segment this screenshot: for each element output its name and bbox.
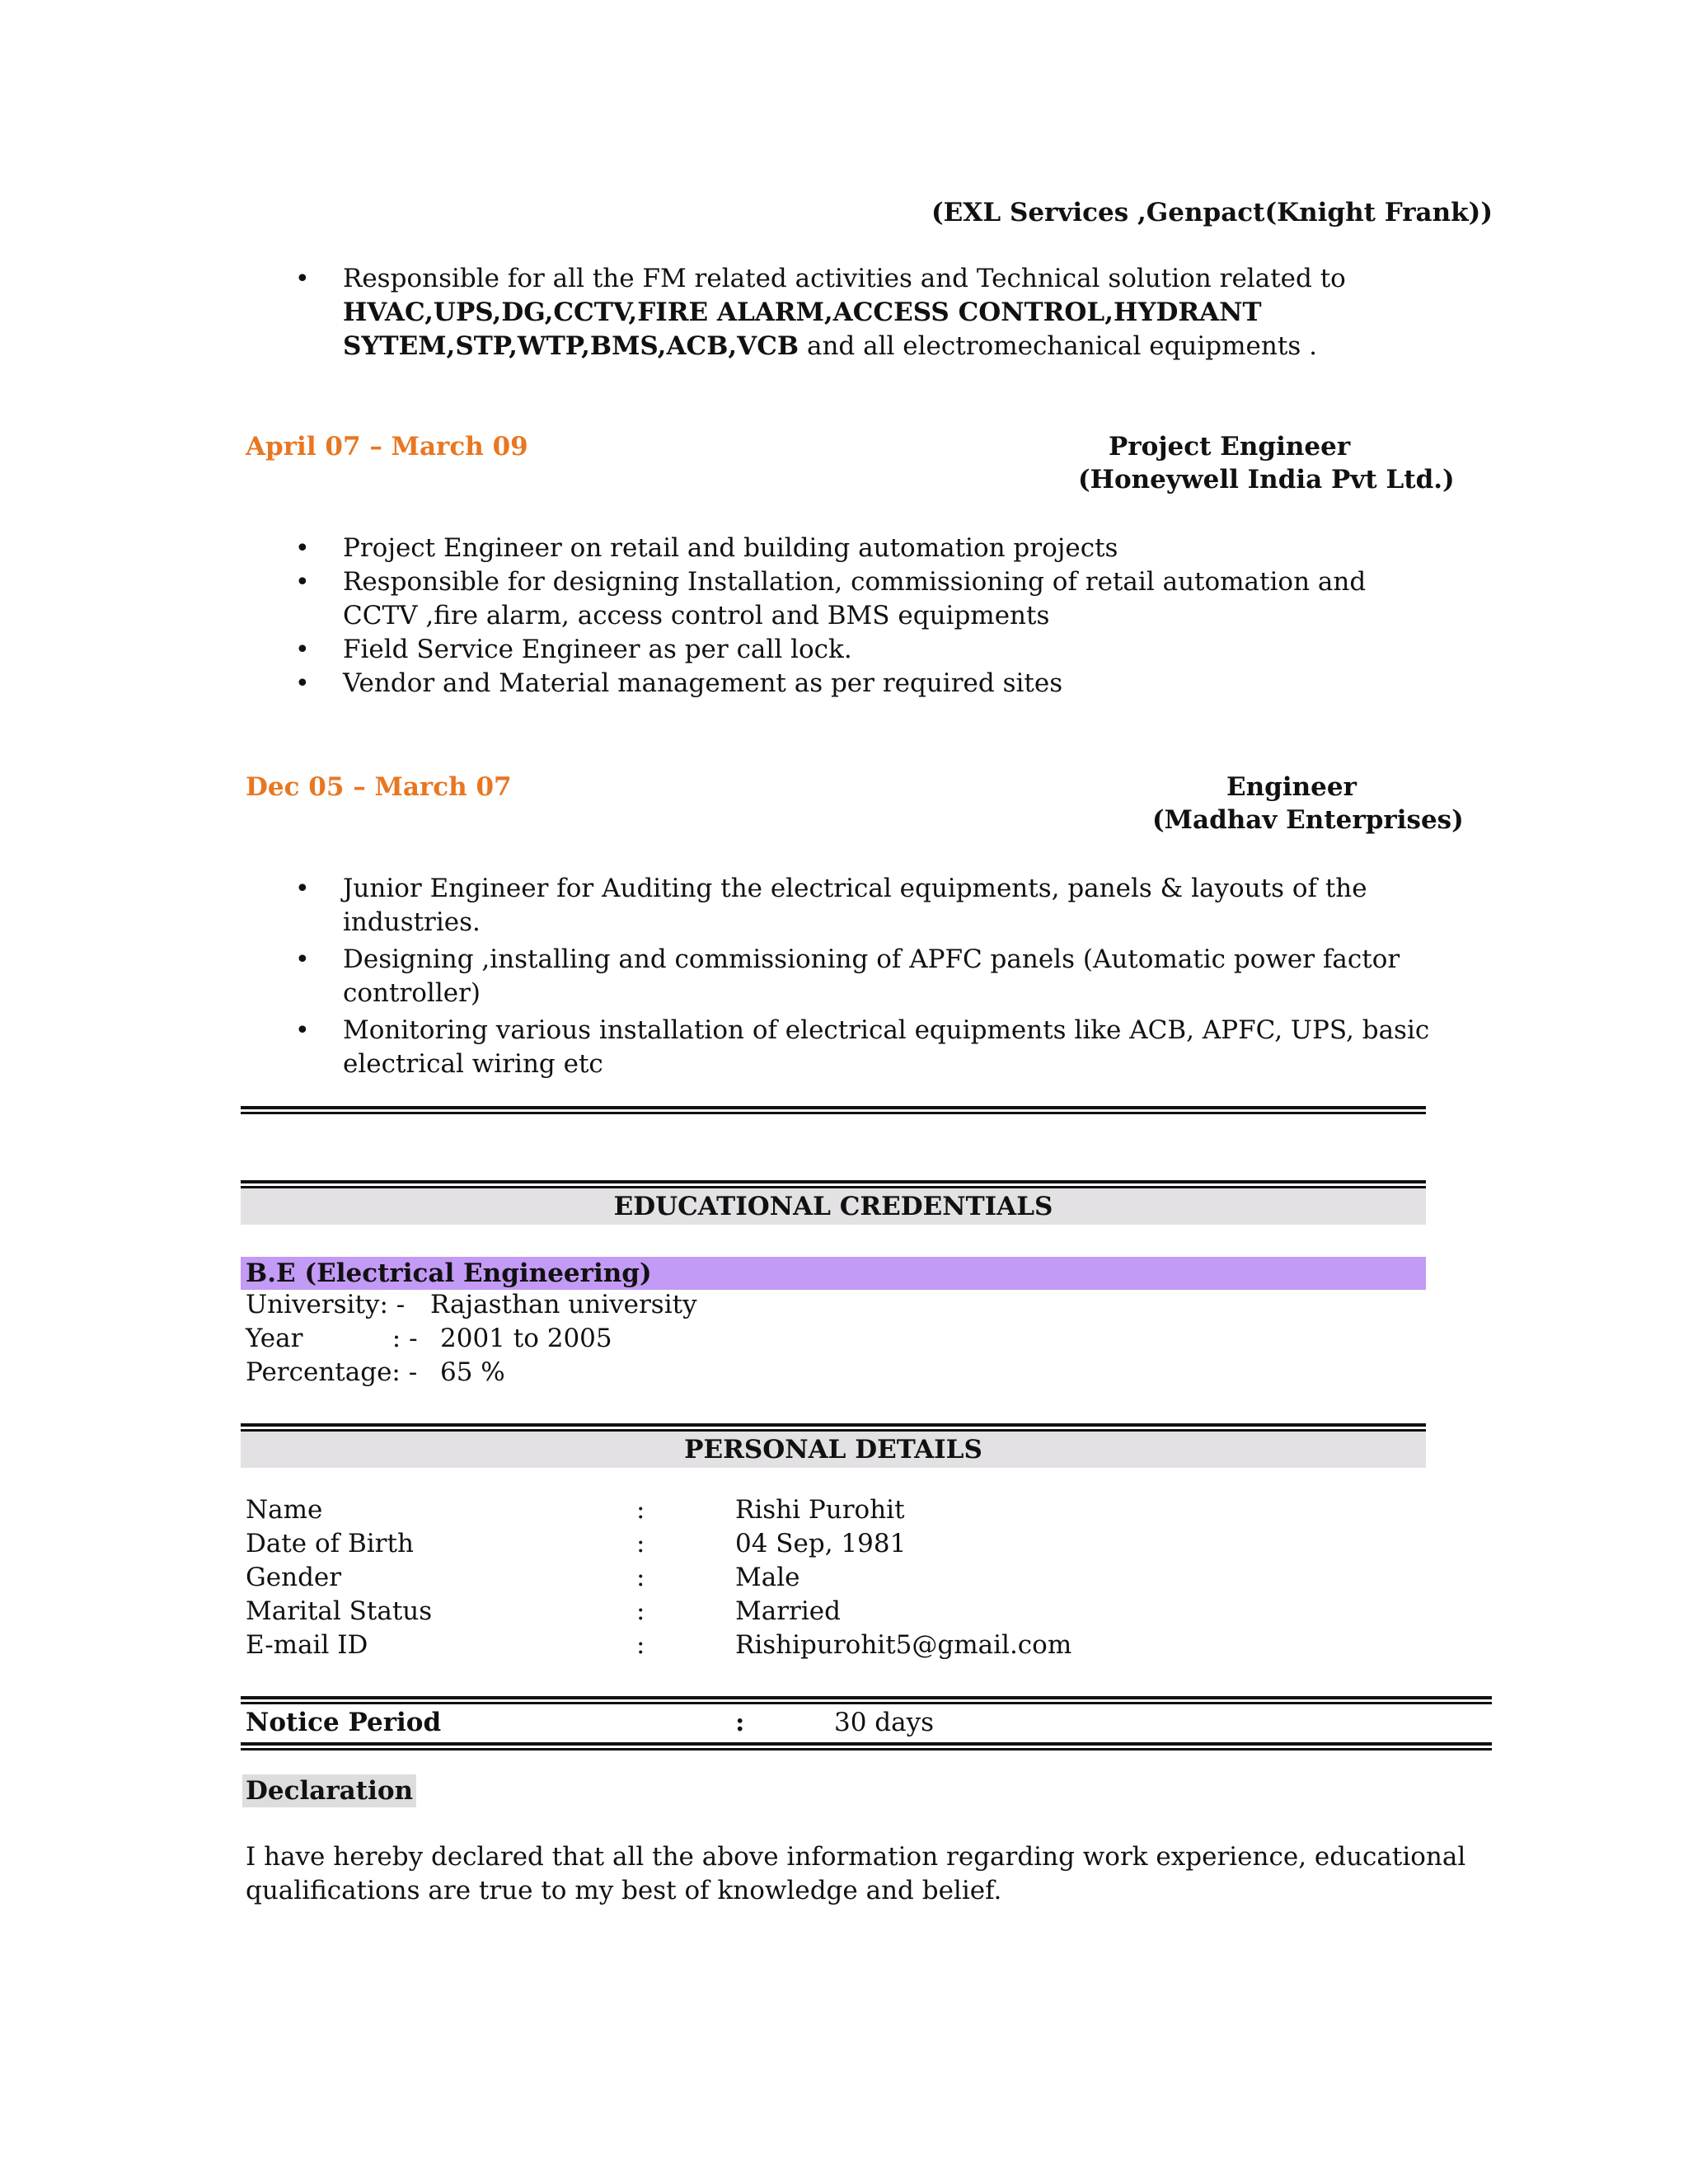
bullet-bold-text: SYTEM,STP,WTP,BMS,ACB,VCB <box>343 331 799 361</box>
personal-label: Marital Status <box>246 1596 433 1626</box>
current-companies: (EXL Services ,Genpact(Knight Frank)) <box>931 198 1493 227</box>
section-heading-education: EDUCATIONAL CREDENTIALS <box>241 1188 1426 1225</box>
list-item: • Field Service Engineer as per call lock. <box>246 633 1400 667</box>
job-title: Project Engineer <box>1109 432 1351 462</box>
declaration-line: qualifications are true to my best of knowledge and belief. <box>246 1876 1002 1905</box>
declaration-line: I have hereby declared that all the above information regarding work experience, educational <box>246 1842 1466 1872</box>
edu-value: Rajasthan university <box>430 1290 697 1319</box>
personal-label: E-mail ID <box>246 1630 368 1660</box>
list-item: • Monitoring various installation of electrical equipments like ACB, APFC, UPS, basic electrical wiring etc <box>246 1014 1431 1081</box>
edu-label: Year : - <box>246 1324 418 1353</box>
job-title: Engineer <box>1226 772 1357 802</box>
personal-separator: : <box>636 1630 645 1660</box>
edu-value: 65 % <box>440 1357 505 1387</box>
declaration-heading: Declaration <box>242 1774 416 1807</box>
section-divider <box>241 1423 1426 1432</box>
personal-value: Rishi Purohit <box>735 1495 905 1525</box>
section-divider <box>241 1106 1426 1114</box>
degree-title: B.E (Electrical Engineering) <box>241 1257 1426 1290</box>
notice-label: Notice Period <box>246 1708 442 1737</box>
personal-label: Date of Birth <box>246 1529 414 1558</box>
section-divider <box>241 1696 1492 1704</box>
list-item: • Responsible for designing Installation, commissioning of retail automation and CCTV ,fire alarm, access control and BMS equipments <box>246 565 1431 633</box>
honeywell-bullets <box>246 532 1400 701</box>
personal-separator: : <box>636 1495 645 1525</box>
section-divider <box>241 1742 1492 1750</box>
personal-value: Male <box>735 1563 800 1592</box>
list-item: • Junior Engineer for Auditing the electrical equipments, panels & layouts of the industries. <box>246 872 1381 940</box>
personal-separator: : <box>636 1563 645 1592</box>
list-item: • Project Engineer on retail and building automation projects <box>246 532 1400 565</box>
bullet-bold-text: HVAC,UPS,DG,CCTV,FIRE ALARM,ACCESS CONTROL,HYDRANT <box>343 298 1262 327</box>
personal-label: Gender <box>246 1563 342 1592</box>
personal-value: 04 Sep, 1981 <box>735 1529 907 1558</box>
section-divider <box>241 1180 1426 1188</box>
list-item <box>246 262 1400 363</box>
section-heading-personal: PERSONAL DETAILS <box>241 1432 1426 1468</box>
bullet-tail-text: and all electromechanical equipments . <box>799 331 1317 361</box>
job-company: (Honeywell India Pvt Ltd.) <box>1078 465 1455 494</box>
notice-separator: : <box>735 1708 745 1737</box>
job-dates: Dec 05 – March 07 <box>246 772 512 802</box>
job-dates: April 07 – March 09 <box>246 432 528 462</box>
current-job-bullets <box>246 262 1400 363</box>
bullet-text: Responsible for all the FM related activities and Technical solution related to <box>343 264 1346 293</box>
job-company: (Madhav Enterprises) <box>1152 805 1464 835</box>
edu-label: University: - <box>246 1290 406 1319</box>
notice-value: 30 days <box>834 1708 935 1737</box>
list-item: • Designing ,installing and commissioning of APFC panels (Automatic power factor controller) <box>246 943 1431 1010</box>
personal-separator: : <box>636 1596 645 1626</box>
personal-value: Rishipurohit5@gmail.com <box>735 1630 1072 1660</box>
list-item: • Vendor and Material management as per required sites <box>246 667 1400 701</box>
personal-value: Married <box>735 1596 841 1626</box>
madhav-bullets <box>246 872 1430 1081</box>
personal-separator: : <box>636 1529 645 1558</box>
edu-value: 2001 to 2005 <box>440 1324 612 1353</box>
edu-label: Percentage: - <box>246 1357 418 1387</box>
personal-label: Name <box>246 1495 323 1525</box>
